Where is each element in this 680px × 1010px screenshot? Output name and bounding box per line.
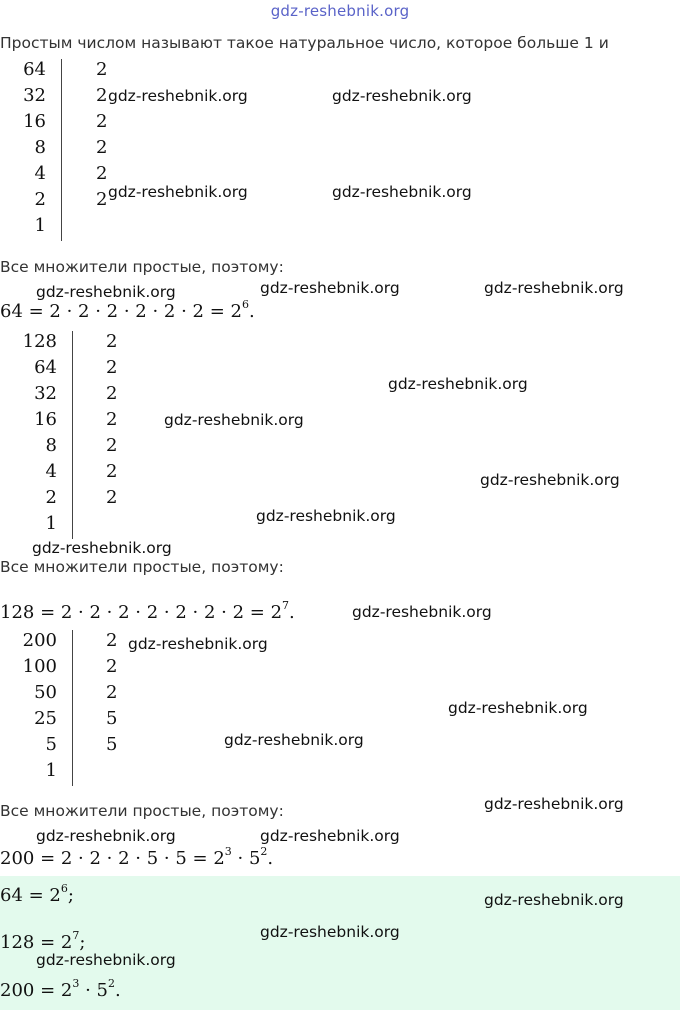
result-200-mid: · 5 bbox=[231, 848, 261, 869]
result-200-tail: . bbox=[267, 848, 274, 869]
answer-128-exp: 7 bbox=[72, 929, 80, 942]
watermark: gdz-reshebnik.org bbox=[480, 471, 620, 489]
watermark: gdz-reshebnik.org bbox=[260, 279, 400, 297]
result-200-lhs: 200 = 2 · 2 · 2 · 5 · 5 = 2 bbox=[0, 848, 225, 869]
watermark: gdz-reshebnik.org bbox=[164, 411, 304, 429]
dividend-cell: 32 bbox=[23, 85, 46, 106]
conclusion-text-2: Все множители простые, поэтому: bbox=[0, 558, 284, 576]
watermark: gdz-reshebnik.org bbox=[388, 375, 528, 393]
watermark: gdz-reshebnik.org bbox=[32, 539, 172, 557]
watermark: gdz-reshebnik.org bbox=[448, 699, 588, 717]
dividend-cell: 64 bbox=[23, 59, 46, 80]
conclusion-text-1: Все множители простые, поэтому: bbox=[0, 258, 284, 276]
answer-128-tail: ; bbox=[79, 932, 86, 953]
dividend-cell: 2 bbox=[34, 189, 46, 210]
result-64-lhs: 64 = 2 · 2 · 2 · 2 · 2 · 2 = 2 bbox=[0, 301, 242, 322]
divisor-cell: 2 bbox=[106, 435, 118, 456]
answer-64-tail: ; bbox=[67, 885, 74, 906]
conclusion-text-3: Все множители простые, поэтому: bbox=[0, 802, 284, 820]
result-200-exp: 3 bbox=[224, 845, 232, 858]
divisor-cell: 2 bbox=[106, 461, 118, 482]
divisor-cell: 2 bbox=[106, 409, 118, 430]
dividend-cell: 1 bbox=[45, 760, 57, 781]
dividend-cell: 100 bbox=[22, 656, 57, 677]
dividend-cell: 16 bbox=[23, 111, 46, 132]
dividend-cell: 8 bbox=[45, 435, 57, 456]
watermark: gdz-reshebnik.org bbox=[484, 279, 624, 297]
result-200 bbox=[0, 847, 273, 869]
dividend-cell: 4 bbox=[34, 163, 46, 184]
watermark: gdz-reshebnik.org bbox=[108, 87, 248, 105]
divisor-cell: 2 bbox=[96, 137, 108, 158]
dividend-cell: 50 bbox=[34, 682, 57, 703]
result-128-lhs: 128 = 2 · 2 · 2 · 2 · 2 · 2 · 2 = 2 bbox=[0, 602, 283, 623]
answer-128 bbox=[0, 931, 85, 953]
watermark: gdz-reshebnik.org bbox=[108, 183, 248, 201]
division-bar bbox=[72, 630, 73, 786]
result-128-tail: . bbox=[289, 602, 295, 623]
answer-200-tail: . bbox=[114, 980, 121, 1001]
divisor-cell: 2 bbox=[96, 163, 108, 184]
divisor-cell: 2 bbox=[106, 383, 118, 404]
result-200-exp2: 2 bbox=[260, 845, 268, 858]
watermark: gdz-reshebnik.org bbox=[36, 283, 176, 301]
division-bar bbox=[72, 331, 73, 539]
dividend-cell: 25 bbox=[34, 708, 57, 729]
answer-128-lhs: 128 = 2 bbox=[0, 932, 73, 953]
answer-200-mid: · 5 bbox=[79, 980, 108, 1001]
divisor-cell: 2 bbox=[96, 189, 108, 210]
watermark: gdz-reshebnik.org bbox=[484, 891, 624, 909]
watermark: gdz-reshebnik.org bbox=[484, 795, 624, 813]
dividend-cell: 16 bbox=[34, 409, 57, 430]
dividend-cell: 64 bbox=[34, 357, 57, 378]
watermark: gdz-reshebnik.org bbox=[36, 951, 176, 969]
divisor-cell: 2 bbox=[106, 487, 118, 508]
result-128-exp: 7 bbox=[282, 599, 290, 612]
answer-64-exp: 6 bbox=[60, 882, 68, 895]
watermark: gdz-reshebnik.org bbox=[352, 603, 492, 621]
divisor-cell: 2 bbox=[106, 630, 118, 651]
watermark: gdz-reshebnik.org bbox=[36, 827, 176, 845]
result-128 bbox=[0, 601, 295, 623]
dividend-cell: 128 bbox=[22, 331, 57, 352]
dividend-cell: 5 bbox=[45, 734, 57, 755]
answer-200 bbox=[0, 979, 121, 1001]
result-64-tail: . bbox=[248, 301, 255, 322]
divisor-cell: 2 bbox=[96, 59, 108, 80]
site-header-link[interactable]: gdz-reshebnik.org bbox=[270, 2, 410, 20]
divisor-cell: 2 bbox=[106, 656, 118, 677]
dividend-cell: 2 bbox=[45, 487, 57, 508]
dividend-cell: 4 bbox=[45, 461, 57, 482]
divisor-cell: 5 bbox=[106, 708, 118, 729]
divisor-cell: 5 bbox=[106, 734, 118, 755]
result-64 bbox=[0, 300, 255, 322]
watermark: gdz-reshebnik.org bbox=[256, 507, 396, 525]
dividend-cell: 1 bbox=[34, 215, 46, 236]
watermark: gdz-reshebnik.org bbox=[332, 183, 472, 201]
answer-200-exp2: 2 bbox=[107, 977, 115, 990]
result-64-exp: 6 bbox=[241, 298, 249, 311]
divisor-cell: 2 bbox=[96, 111, 108, 132]
divisor-cell: 2 bbox=[106, 682, 118, 703]
divisor-cell: 2 bbox=[106, 331, 118, 352]
dividend-cell: 200 bbox=[22, 630, 57, 651]
answer-64 bbox=[0, 884, 74, 906]
watermark: gdz-reshebnik.org bbox=[224, 731, 364, 749]
intro-text: Простым числом называют такое натуральное число, которое больше 1 и bbox=[0, 34, 609, 52]
watermark: gdz-reshebnik.org bbox=[128, 635, 268, 653]
divisor-cell: 2 bbox=[106, 357, 118, 378]
answer-200-lhs: 200 = 2 bbox=[0, 980, 73, 1001]
watermark: gdz-reshebnik.org bbox=[332, 87, 472, 105]
dividend-cell: 8 bbox=[34, 137, 46, 158]
answer-200-exp: 3 bbox=[72, 977, 80, 990]
dividend-cell: 32 bbox=[34, 383, 57, 404]
divisor-cell: 2 bbox=[96, 85, 108, 106]
dividend-cell: 1 bbox=[45, 513, 57, 534]
answer-64-lhs: 64 = 2 bbox=[0, 885, 61, 906]
watermark: gdz-reshebnik.org bbox=[260, 923, 400, 941]
division-bar bbox=[61, 59, 62, 241]
watermark: gdz-reshebnik.org bbox=[260, 827, 400, 845]
